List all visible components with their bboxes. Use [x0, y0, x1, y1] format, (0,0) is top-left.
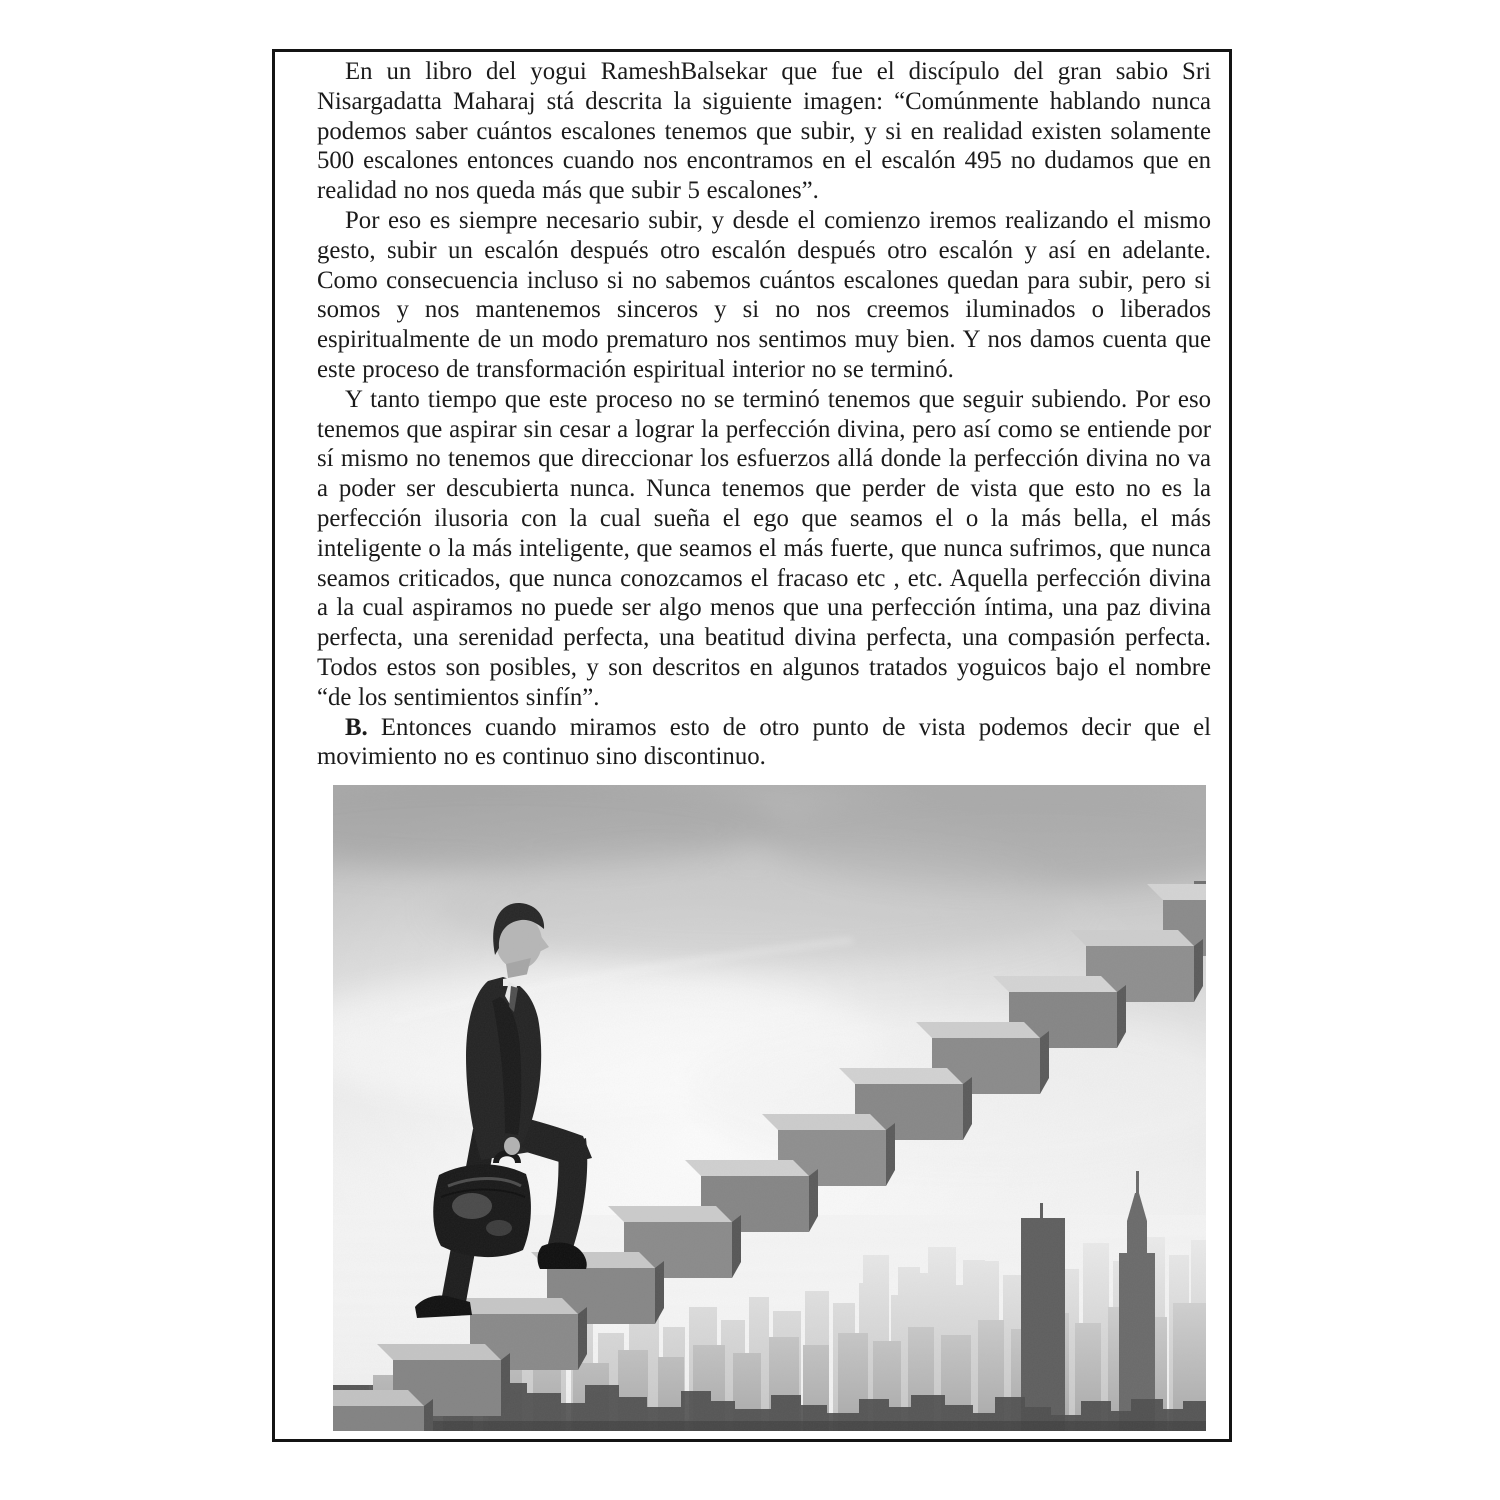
item-b-text: Entonces cuando miramos esto de otro punto de vista podemos decir que el movimiento no es continuo sino discontinuo. — [317, 713, 1211, 771]
paragraph-2: Por eso es siempre necesario subir, y desde el comienzo iremos realizando el mismo gesto, subir un escalón después otro escalón después otro escalón y así en adelante. Como consecuencia incluso si no sabemos cuántos escalones quedan para subir, pero si somos y nos mantenemos sinceros y si no nos creemos iluminados o liberados espiritualmente de un modo prematuro nos sentimos muy bien. Y nos damos cuenta que este proceso de transformación espiritual interior no se terminó. — [317, 206, 1211, 383]
paragraph-item-b — [317, 713, 1211, 773]
document-page — [272, 49, 1232, 1442]
paragraph-1: En un libro del yogui RameshBalsekar que fue el discípulo del gran sabio Sri Nisargadatta Maharaj stá descrita la siguiente imagen: “Comúnmente hablando nunca podemos saber cuántos escalones tenemos que subir, y si en realidad existen solamente 500 escalones entonces cuando nos encontramos en el escalón 495 no dudamos que en realidad no nos queda más que subir 5 escalones”. — [317, 58, 1211, 205]
item-b-label: B. — [345, 713, 368, 741]
text-column — [317, 57, 1211, 772]
stairs-photo-illustration — [333, 785, 1206, 1431]
paragraph-3: Y tanto tiempo que este proceso no se terminó tenemos que seguir subiendo. Por eso tenemos que aspirar sin cesar a lograr la perfección divina, pero así como se entiende por sí mismo no tenemos que direccionar los esfuerzos allá donde la perfección divina no va a poder ser descubierta nunca. Nunca tenemos que perder de vista que esto no es la perfección ilusoria con la cual sueña el ego que seamos el o la más bella, el más inteligente o la más inteligente, que seamos el más fuerte, que nunca sufrimos, que nunca seamos criticados, que nunca conozcamos el fracaso etc , etc. Aquella perfección divina a la cual aspiramos no puede ser algo menos que una perfección íntima, una paz divina perfecta, una serenidad perfecta, una beatitud divina perfecta, una compasión perfecta. Todos estos son posibles, y son descritos en algunos tratados yoguicos bajo el nombre “de los sentimientos sinfín”. — [317, 385, 1211, 711]
stairs-photo — [333, 785, 1206, 1431]
